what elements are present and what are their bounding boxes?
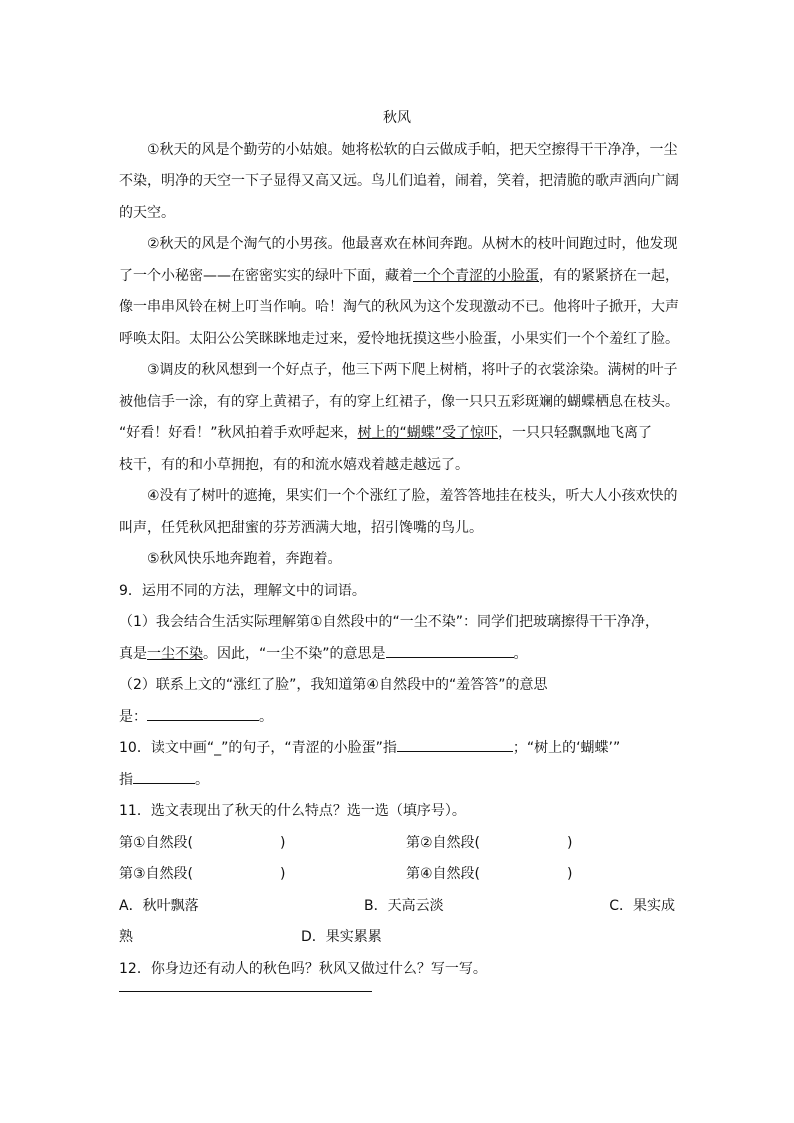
paragraph-line: 像一串串风铃在树上叮当作响。哈！淘气的秋风为这个发现激动不已。他将叶子掀开，大声 <box>119 299 679 315</box>
option-row <box>119 891 675 923</box>
paragraph-line: 叫声，任凭秋风把甜蜜的芬芳洒满大地，招引馋嘴的鸟儿。 <box>119 519 483 536</box>
slot-close: ) <box>567 866 573 882</box>
paragraph-line: ④没有了树叶的遮掩，果实们一个个涨红了脸，羞答答地挂在枝头，听大人小孩欢快的 <box>147 488 678 504</box>
question-line <box>119 733 675 765</box>
paragraph-line: ③调皮的秋风想到一个好点子，他三下两下爬上树梢，将叶子的衣裳涂染。满树的叶子 <box>147 362 678 378</box>
question-stem: 11．选文表现出了秋天的什么特点？选一选（填序号）。 <box>119 803 466 819</box>
paragraph-line: ①秋天的风是个勤劳的小姑娘。她将松软的白云做成手帕，把天空擦得干干净净，一尘 <box>147 141 678 158</box>
answer-blank[interactable] <box>386 639 514 658</box>
option-d: D．果实累累 <box>301 929 382 945</box>
paragraph-2 <box>119 229 679 355</box>
answer-slot-paragraph-2[interactable] <box>406 828 572 860</box>
text-span: ，一只只轻飘飘地飞离了 <box>498 425 653 441</box>
underlined-sentence: 一个个青涩的小脸蛋 <box>413 267 539 284</box>
underlined-sentence: 树上的“蝴蝶”受了惊吓 <box>357 425 499 441</box>
option-c: C．果实成 <box>609 897 675 914</box>
paragraph-line: 枝干，有的和小草拥抱，有的和流水嬉戏着越走越远了。 <box>119 456 469 473</box>
answer-slot-row <box>119 828 675 860</box>
slot-close: ) <box>280 834 286 851</box>
text-span: 了一个小秘密——在密密实实的绿叶下面， <box>119 267 385 284</box>
question-line <box>119 639 675 671</box>
text-span: ；“树上的‘蝴蝶’” <box>512 740 621 756</box>
paragraph-line: ②秋天的风是个淘气的小男孩。他最喜欢在林间奔跑。从树木的枝叶间跑过时，他发现 <box>147 236 678 252</box>
question-10 <box>119 733 675 796</box>
slot-close: ) <box>567 834 573 851</box>
text-span: 。因此，“一尘不染”的意思是 <box>203 645 386 662</box>
option-row <box>119 922 675 954</box>
question-9 <box>119 576 675 734</box>
text-span: 。 <box>513 645 528 662</box>
paragraph-line: 呼唤太阳。太阳公公笑眯眯地走过来，爱怜地抚摸这些小脸蛋，小果实们一个个羞红了脸。 <box>119 330 679 347</box>
answer-blank[interactable] <box>397 733 513 752</box>
paragraph-3 <box>119 355 679 481</box>
text-span: 指 <box>119 771 133 788</box>
text-span: 。 <box>195 771 209 788</box>
answer-writing-line[interactable] <box>119 991 372 992</box>
passage-title: 秋风 <box>383 110 411 126</box>
underlined-word: 一尘不染 <box>147 645 203 662</box>
slot-label: 第④自然段( <box>406 866 481 882</box>
text-span: ，有的紧紧挤在一起， <box>539 267 679 284</box>
text-span: 10．读文中画“_”的句子，“青涩的小脸蛋”指 <box>119 740 397 756</box>
answer-blank[interactable] <box>133 765 195 784</box>
text-span: 。 <box>259 708 273 725</box>
option-a: A．秋叶飘落 <box>119 897 199 914</box>
text-span: 是： <box>119 708 147 725</box>
question-line: （1）我会结合生活实际理解第①自然段中的“一尘不染”：同学们把玻璃擦得干干净净， <box>119 614 659 630</box>
question-line <box>119 765 675 797</box>
question-11 <box>119 796 675 954</box>
text-span: “好看！好看！”秋风拍着手欢呼起来， <box>119 425 358 441</box>
text-span: 真是 <box>119 645 147 662</box>
slot-label: 第①自然段( <box>119 834 194 851</box>
paragraph-line <box>119 418 675 450</box>
paragraph-5: ⑤秋风快乐地奔跑着，奔跑着。 <box>147 551 342 567</box>
question-stem: 9．运用不同的方法，理解文中的词语。 <box>119 582 366 599</box>
paragraph-4 <box>119 481 678 544</box>
answer-slot-paragraph-1[interactable] <box>119 828 406 860</box>
worksheet-content <box>119 103 679 985</box>
answer-slot-row <box>119 859 675 891</box>
paragraph-line: 不染，明净的天空一下子显得又高又远。鸟儿们追着，闹着，笑着，把清脆的歌声洒向广阔 <box>119 173 679 189</box>
question-line <box>119 702 675 734</box>
answer-slot-paragraph-3[interactable] <box>119 859 406 891</box>
paragraph-line: 的天空。 <box>119 204 175 221</box>
paragraph-1 <box>119 135 679 230</box>
text-span: 藏着 <box>385 267 413 284</box>
paragraph-line: 被他信手一涂，有的穿上黄裙子，有的穿上红裙子，像一只只五彩斑斓的蝴蝶栖息在枝头。 <box>119 393 679 410</box>
answer-slot-paragraph-4[interactable] <box>406 859 572 891</box>
slot-label: 第②自然段( <box>406 834 481 851</box>
question-12-stem: 12．你身边还有动人的秋色吗？秋风又做过什么？写一写。 <box>119 960 487 977</box>
option-c-continued: 熟 <box>119 929 133 945</box>
answer-blank[interactable] <box>147 702 259 721</box>
option-b: B．天高云淡 <box>364 897 444 914</box>
question-line: （2）联系上文的“涨红了脸”，我知道第④自然段中的“羞答答”的意思 <box>119 677 548 693</box>
slot-close: ) <box>280 866 286 882</box>
slot-label: 第③自然段( <box>119 866 194 882</box>
paragraph-line <box>119 261 679 293</box>
